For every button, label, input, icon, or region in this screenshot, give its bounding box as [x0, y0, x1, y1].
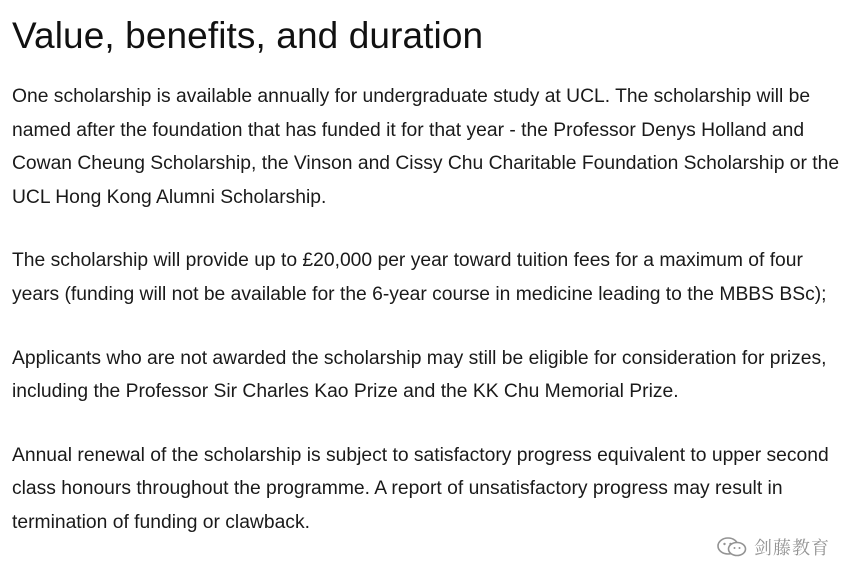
- paragraph-renewal: Annual renewal of the scholarship is subject to satisfactory progress equivalent to upper second class honours throughout the programme. A report of unsatisfactory progress may result in termination of funding or clawback.: [12, 444, 829, 533]
- watermark-text: 剑藤教育: [754, 538, 830, 559]
- watermark: [716, 534, 830, 560]
- wechat-icon: [716, 536, 748, 558]
- paragraph-funding: The scholarship will provide up to £20,000 per year toward tuition fees for a maximum of four years (funding will not be available for the 6-year course in medicine leading to the MBBS BSc);: [12, 250, 827, 305]
- article-section: [12, 14, 842, 570]
- section-heading: Value, benefits, and duration: [12, 15, 484, 56]
- paragraph-prizes: Applicants who are not awarded the scholarship may still be eligible for consideration for prizes, including the Professor Sir Charles Kao Prize and the KK Chu Memorial Prize.: [12, 347, 827, 403]
- paragraph-availability: One scholarship is available annually for undergraduate study at UCL. The scholarship will be named after the foundation that has funded it for that year - the Professor Denys Holland and Cowan Cheung Scholarship, the Vinson and Cissy Chu Charitable Foundation Scholarship or the UCL Hong Kong Alumni Scholarship.: [12, 86, 840, 208]
